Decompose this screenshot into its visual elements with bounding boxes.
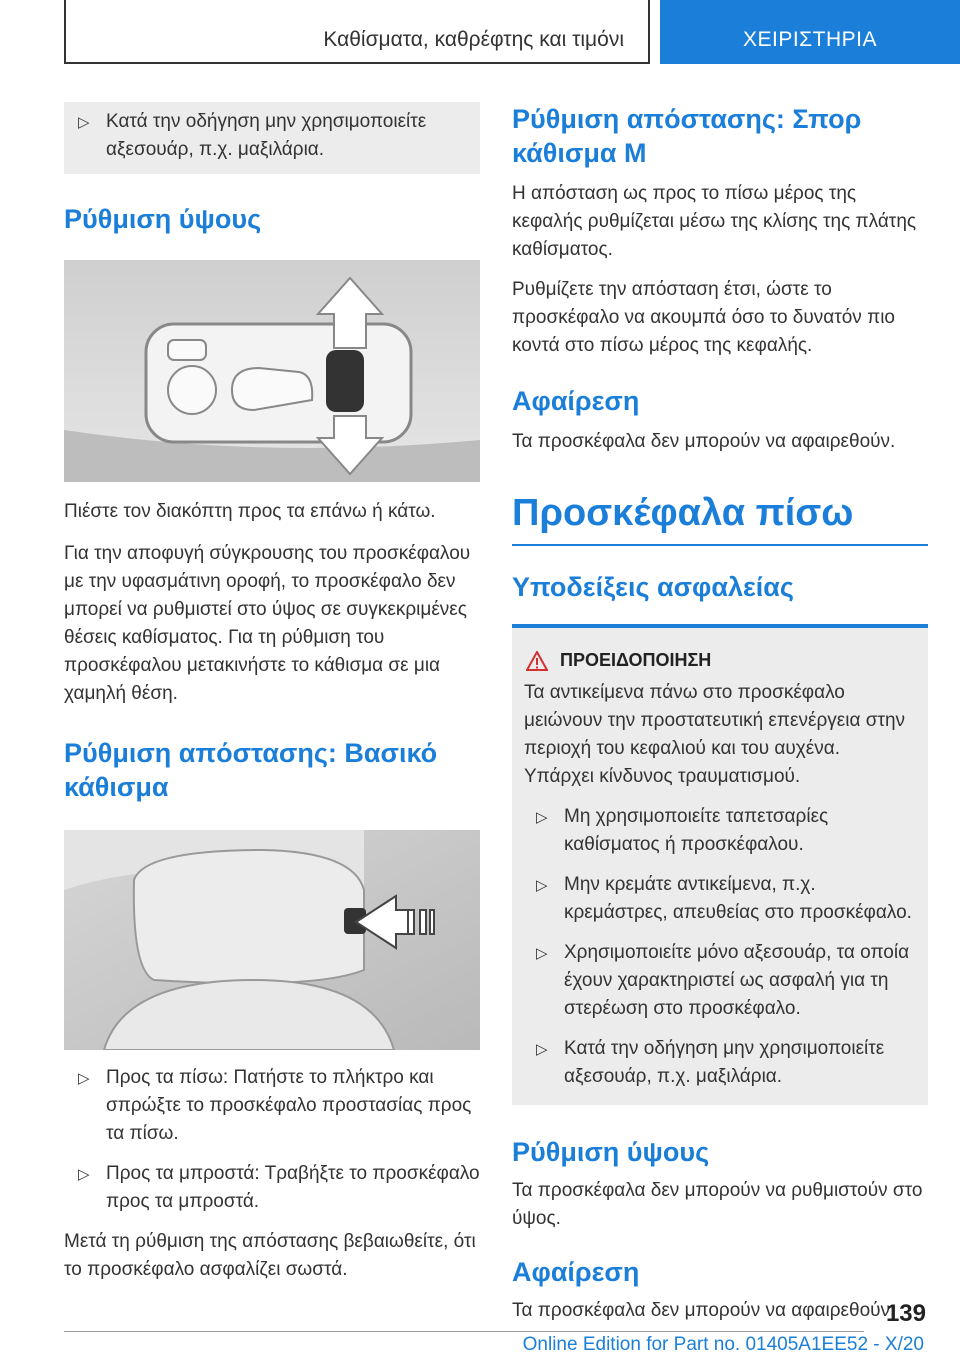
triangle-bullet-icon: ▷: [536, 809, 548, 826]
footer-divider: [64, 1331, 864, 1332]
paragraph: Ρυθμίζετε την απόσταση έτσι, ώστε το προσκέφαλο να ακουμπά όσο το δυνατόν πιο κοντά στο πίσω μέρος της κεφαλής.: [512, 279, 895, 356]
section-heading: Αφαίρεση: [512, 1257, 640, 1287]
warning-text: Τα αντικείμενα πάνω στο προσκέφαλο μειώνουν την προστατευτική επενέργεια στην περιοχή του κεφαλιού και του αυχένα. Υπάρχει κίνδυνος τραυματισμού.: [524, 682, 906, 787]
chapter-title[interactable]: ΧΕΙΡΙΣΤΗΡΙΑ: [742, 28, 877, 51]
paragraph: Για την αποφυγή σύγκρουσης του προσκέφαλου με την υφασμάτινη οροφή, το προσκέφαλο δεν μπορεί να ρυθμιστεί στο ύψος σε συγκεκριμένες θέσεις καθίσματος. Για τη ρύθμιση του προσκέφαλου μετακινήστε το κάθισμα σε μια χαμηλή θέση.: [64, 543, 471, 704]
warning-title: ΠΡΟΕΙΔΟΠΟΙΗΣΗ: [526, 650, 914, 671]
triangle-bullet-icon: ▷: [78, 114, 90, 131]
page-number: 139: [885, 1300, 926, 1327]
left-column: [64, 102, 480, 1284]
divider: [512, 544, 928, 546]
warning-box: [512, 624, 928, 1105]
warning-triangle-icon: [526, 651, 548, 671]
distance-bullet-list: [64, 1064, 480, 1216]
triangle-bullet-icon: ▷: [78, 1166, 90, 1183]
paragraph: Μετά τη ρύθμιση της απόστασης βεβαιωθείτε, ότι το προσκέφαλο ασφαλίζει σωστά.: [64, 1231, 476, 1280]
list-item: ▷ Κατά την οδήγηση μην χρησιμοποιείτε αξεσουάρ, π.χ. μαξιλάρια.: [78, 111, 427, 160]
seat-switch-image: [64, 260, 480, 482]
paragraph: Τα προσκέφαλα δεν μπορούν να αφαιρεθούν.: [512, 431, 896, 452]
chapter-heading: Προσκέφαλα πίσω: [512, 492, 854, 534]
paragraph: Η απόσταση ως προς το πίσω μέρος της κεφαλής ρυθμίζεται μέσω της κλίσης της πλάτης καθίσματος.: [512, 183, 917, 260]
paragraph: Τα προσκέφαλα δεν μπορούν να ρυθμιστούν στο ύψος.: [512, 1180, 923, 1229]
list-item: ▷ Κατά την οδήγηση μην χρησιμοποιείτε αξεσουάρ, π.χ. μαξιλάρια.: [536, 1038, 885, 1087]
headrest-image: [64, 830, 480, 1050]
section-heading: Υποδείξεις ασφαλείας: [512, 572, 794, 602]
triangle-bullet-icon: ▷: [536, 1041, 548, 1058]
paragraph: Πιέστε τον διακόπτη προς τα επάνω ή κάτω.: [64, 501, 436, 522]
edition-note: Online Edition for Part no. 01405A1EE52 - X/20: [522, 1334, 924, 1355]
list-item: ▷ Προς τα πίσω: Πατήστε το πλήκτρο και σπρώξτε το προσκέφαλο προστασίας προς τα πίσω.: [78, 1067, 472, 1144]
list-item: ▷ Μην κρεμάτε αντικείμενα, π.χ. κρεμάστρες, απευθείας στο προσκέφαλο.: [536, 874, 912, 923]
section-title: Καθίσματα, καθρέφτης και τιμόνι: [323, 28, 624, 51]
section-heading: Ρύθμιση ύψους: [512, 1137, 710, 1167]
triangle-bullet-icon: ▷: [536, 877, 548, 894]
section-heading: Ρύθμιση απόστασης: Βασικό κάθισμα: [64, 738, 438, 802]
top-note-box: [64, 102, 480, 174]
section-heading: Ρύθμιση ύψους: [64, 204, 262, 234]
triangle-bullet-icon: ▷: [536, 945, 548, 962]
right-column: [512, 102, 928, 1325]
section-heading: Ρύθμιση απόστασης: Σπορ κάθισμα M: [512, 104, 862, 168]
section-heading: Αφαίρεση: [512, 386, 640, 416]
triangle-bullet-icon: ▷: [78, 1070, 90, 1087]
headrest-illustration: [64, 830, 480, 1050]
warning-bullet-list: [522, 803, 914, 1091]
chapter-tab[interactable]: [660, 0, 960, 64]
section-tab: [64, 0, 650, 64]
page-header: [64, 0, 960, 64]
list-item: ▷ Προς τα μπροστά: Τραβήξτε το προσκέφαλο προς τα μπροστά.: [78, 1163, 480, 1212]
seat-switch-illustration: [64, 260, 480, 482]
list-item: ▷ Χρησιμοποιείτε μόνο αξεσουάρ, τα οποία έχουν χαρακτηριστεί ως ασφαλή για τη στερέωση στο προσκέφαλο.: [536, 942, 910, 1019]
list-item: ▷ Μη χρησιμοποιείτε ταπετσαρίες καθίσματος ή προσκέφαλου.: [536, 806, 829, 855]
paragraph: Τα προσκέφαλα δεν μπορούν να αφαιρεθούν.: [512, 1300, 896, 1321]
